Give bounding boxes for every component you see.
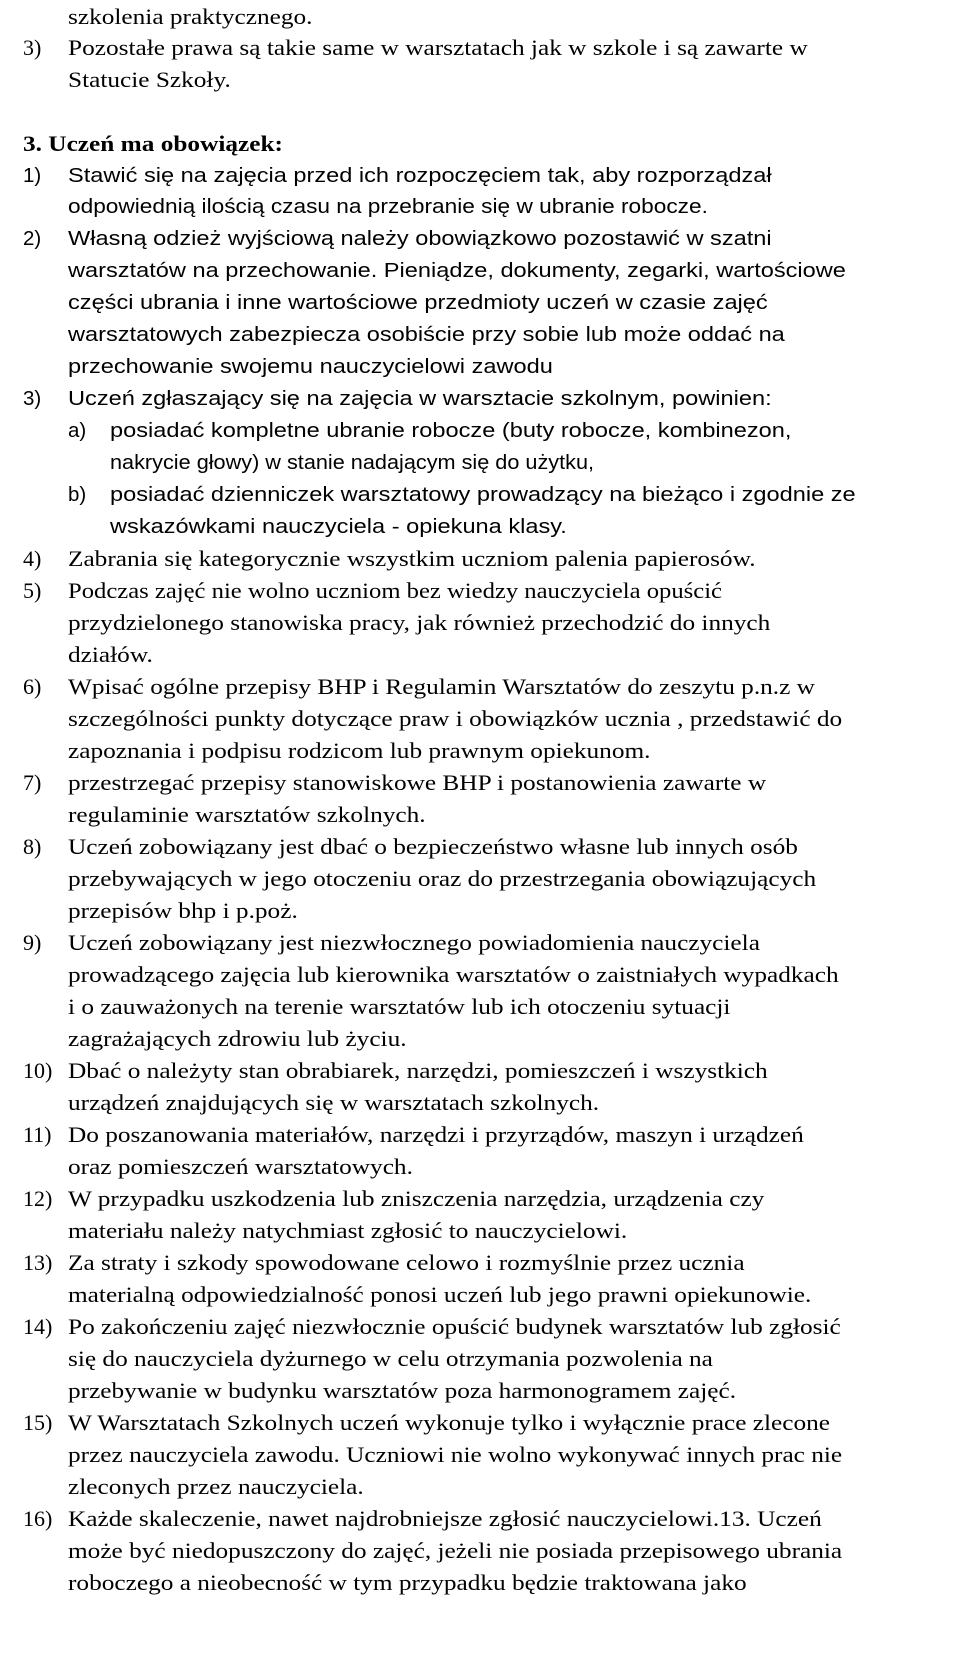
text-line: Po zakończeniu zajęć niezwłocznie opuścić budynek warsztatów lub zgłosić	[68, 1314, 841, 1339]
text-line: działów.	[68, 642, 153, 667]
list-number: 4)	[23, 546, 42, 571]
text-line: odpowiednią ilością czasu na przebranie się w ubranie robocze.	[68, 195, 708, 218]
text-line: wskazówkami nauczyciela - opiekuna klasy.	[110, 515, 567, 538]
text-line: Wpisać ogólne przepisy BHP i Regulamin Warsztatów do zeszytu p.n.z w	[68, 674, 815, 699]
text-line: przydzielonego stanowiska pracy, jak również przechodzić do innych	[68, 610, 771, 635]
list-number: 14)	[23, 1314, 53, 1339]
list-number: 11)	[23, 1122, 52, 1147]
list-number: 9)	[23, 930, 42, 955]
text-line: roboczego a nieobecność w tym przypadku będzie traktowana jako	[68, 1570, 747, 1595]
text-line: Uczeń zgłaszający się na zajęcia w warsztacie szkolnym, powinien:	[68, 387, 772, 410]
text-line: Każde skaleczenie, nawet najdrobniejsze zgłosić nauczycielowi.13. Uczeń	[68, 1506, 822, 1531]
text-line: Dbać o należyty stan obrabiarek, narzędzi, pomieszczeń i wszystkich	[68, 1058, 768, 1083]
text-line: Pozostałe prawa są takie same w warsztatach jak w szkole i są zawarte w	[68, 35, 808, 60]
text-line: Uczeń zobowiązany jest niezwłocznego powiadomienia nauczyciela	[68, 930, 760, 955]
text-line: przez nauczyciela zawodu. Uczniowi nie wolno wykonywać innych prac nie	[68, 1442, 843, 1467]
text-line: Statucie Szkoły.	[68, 67, 231, 92]
text-line: się do nauczyciela dyżurnego w celu otrzymania pozwolenia na	[68, 1346, 713, 1371]
text-line: W Warsztatach Szkolnych uczeń wykonuje tylko i wyłącznie prace zlecone	[68, 1410, 831, 1435]
text-line: warsztatów na przechowanie. Pieniądze, dokumenty, zegarki, wartościowe	[68, 259, 846, 282]
text-line: warsztatowych zabezpiecza osobiście przy sobie lub może oddać na	[68, 323, 785, 346]
text-line: szczególności punkty dotyczące praw i obowiązków ucznia , przedstawić do	[68, 706, 843, 731]
list-number: 2)	[23, 227, 42, 250]
text-line: przepisów bhp i p.poż.	[68, 898, 298, 923]
list-number: 3)	[23, 387, 42, 410]
text-line: materiału należy natychmiast zgłosić to nauczycielowi.	[68, 1218, 628, 1243]
text-line: zapoznania i podpisu rodzicom lub prawnym opiekunom.	[68, 738, 651, 763]
list-number: 1)	[23, 164, 42, 187]
list-number: a)	[68, 419, 87, 442]
text-line: Zabrania się kategorycznie wszystkim uczniom palenia papierosów.	[68, 546, 756, 571]
text-line: oraz pomieszczeń warsztatowych.	[68, 1154, 413, 1179]
text-line: urządzeń znajdujących się w warsztatach szkolnych.	[68, 1090, 600, 1115]
text-line: posiadać kompletne ubranie robocze (buty robocze, kombinezon,	[110, 419, 792, 442]
text-line: szkolenia praktycznego.	[68, 4, 313, 29]
list-number: 5)	[23, 578, 42, 603]
text-line: materialną odpowiedzialność ponosi uczeń lub jego prawni opiekunowie.	[68, 1282, 812, 1307]
text-line: zleconych przez nauczyciela.	[68, 1474, 364, 1499]
text-line: W przypadku uszkodzenia lub zniszczenia narzędzia, urządzenia czy	[68, 1186, 765, 1211]
text-line: Do poszanowania materiałów, narzędzi i przyrządów, maszyn i urządzeń	[68, 1122, 804, 1147]
list-number: 16)	[23, 1506, 53, 1531]
text-line: posiadać dzienniczek warsztatowy prowadzący na bieżąco i zgodnie ze	[110, 483, 856, 506]
text-line: Uczeń zobowiązany jest dbać o bezpieczeństwo własne lub innych osób	[68, 834, 798, 859]
list-number: 6)	[23, 674, 42, 699]
list-number: 15)	[23, 1410, 53, 1435]
list-number: 8)	[23, 834, 42, 859]
text-line: przestrzegać przepisy stanowiskowe BHP i postanowienia zawarte w	[68, 770, 767, 795]
text-line: przebywanie w budynku warsztatów poza harmonogramem zajęć.	[68, 1378, 737, 1403]
text-line: części ubrania i inne wartościowe przedmioty uczeń w czasie zajęć	[68, 291, 768, 314]
text-line: Za straty i szkody spowodowane celowo i rozmyślnie przez ucznia	[68, 1250, 745, 1275]
text-line: przechowanie swojemu nauczycielowi zawodu	[68, 355, 553, 378]
text-line: prowadzącego zajęcia lub kierownika warsztatów o zaistniałych wypadkach	[68, 962, 839, 987]
text-line: Podczas zajęć nie wolno uczniom bez wiedzy nauczyciela opuścić	[68, 578, 722, 603]
text-line: Stawić się na zajęcia przed ich rozpoczęciem tak, aby rozporządzał	[68, 164, 772, 187]
text-line: i o zauważonych na terenie warsztatów lub ich otoczeniu sytuacji	[68, 994, 731, 1019]
text-line: regulaminie warsztatów szkolnych.	[68, 802, 426, 827]
text-line: może być niedopuszczony do zajęć, jeżeli nie posiada przepisowego ubrania	[68, 1538, 843, 1563]
text-line: Własną odzież wyjściową należy obowiązkowo pozostawić w szatni	[68, 227, 772, 250]
list-number: b)	[68, 483, 87, 506]
list-number: 3)	[23, 35, 42, 60]
list-number: 10)	[23, 1058, 53, 1083]
section-heading: 3. Uczeń ma obowiązek:	[23, 131, 283, 156]
text-line: nakrycie głowy) w stanie nadającym się do użytku,	[110, 451, 595, 474]
text-line: przebywających w jego otoczeniu oraz do przestrzegania obowiązujących	[68, 866, 817, 891]
text-line: zagrażających zdrowiu lub życiu.	[68, 1026, 407, 1051]
list-number: 13)	[23, 1250, 53, 1275]
list-number: 12)	[23, 1186, 53, 1211]
list-number: 7)	[23, 770, 42, 795]
